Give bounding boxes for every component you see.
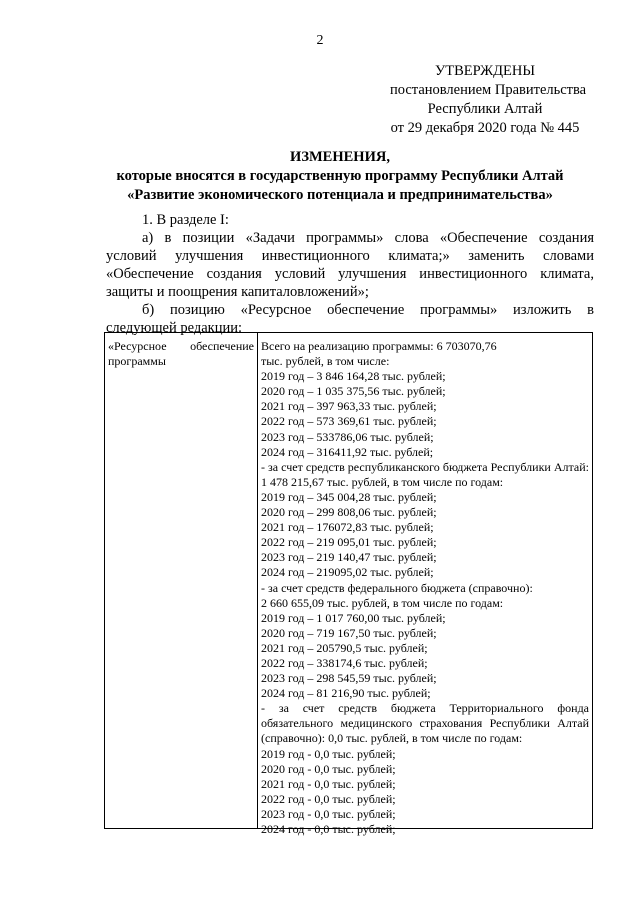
table-line: 2023 год – 533786,06 тыс. рублей; <box>261 429 434 444</box>
table-line: 2021 год - 0,0 тыс. рублей; <box>261 776 396 791</box>
table-line: 2023 год - 0,0 тыс. рублей; <box>261 806 396 821</box>
table-line: 2020 год – 299 808,06 тыс. рублей; <box>261 505 437 520</box>
table-line: 2019 год – 3 846 164,28 тыс. рублей; <box>261 369 446 384</box>
table-line: 2023 год – 298 545,59 тыс. рублей; <box>261 671 437 686</box>
body-text <box>106 211 594 337</box>
table-line: тыс. рублей, в том числе: <box>261 354 390 369</box>
approval-line-3: Республики Алтай <box>427 101 543 117</box>
table-line: 2021 год – 205790,5 тыс. рублей; <box>261 640 428 655</box>
table-line: 2021 год – 176072,83 тыс. рублей; <box>261 520 434 535</box>
table-line: - за счет средств федерального бюджета (справочно): <box>261 580 533 595</box>
approval-stamp <box>390 62 587 138</box>
table-line: 2022 год – 573 369,61 тыс. рублей; <box>261 414 437 429</box>
table-line: 2020 год – 1 035 375,56 тыс. рублей; <box>261 384 446 399</box>
table-line: 2024 год - 0,0 тыс. рублей; <box>261 822 396 836</box>
approval-line-1: УТВЕРЖДЕНЫ <box>434 63 536 79</box>
table-line: - за счет средств республиканского бюджета Республики Алтай: 1 478 215,67 тыс. рублей, в том числе по годам: <box>261 459 589 489</box>
table-line: 2022 год - 0,0 тыс. рублей; <box>261 791 396 806</box>
table-right-cell <box>261 339 589 837</box>
table-line: 2024 год – 316411,92 тыс. рублей; <box>261 444 434 459</box>
table-line: 2019 год – 1 017 760,00 тыс. рублей; <box>261 610 446 625</box>
paragraph-item-a: а) в позиции «Задачи программы» слова «Обеспечение создания условий улучшения инвестиционного климата;» заменить словами «Обеспечение создания условий улучшения инвестиционного климата, защиты и поощрения капиталовложений»; <box>106 230 594 300</box>
table-line: 2022 год – 219 095,01 тыс. рублей; <box>261 535 437 550</box>
table-line: 2024 год – 219095,02 тыс. рублей; <box>261 565 434 580</box>
table-line: - за счет средств бюджета Территориального фонда обязательного медицинского страхования Республики Алтай (справочно): 0,0 тыс. рублей, в том числе по годам: <box>261 701 589 746</box>
table-line: 2021 год – 397 963,33 тыс. рублей; <box>261 399 437 414</box>
approval-line-2: постановлением Правительства <box>390 82 587 98</box>
table-line: 2020 год – 719 167,50 тыс. рублей; <box>261 625 437 640</box>
approval-line-4: от 29 декабря 2020 года № 445 <box>390 120 580 136</box>
section-title: 1. В разделе I: <box>142 212 229 228</box>
resource-table <box>104 332 593 836</box>
heading-line-3: «Развитие экономического потенциала и предпринимательства» <box>127 187 553 203</box>
table-line: 2019 год – 345 004,28 тыс. рублей; <box>261 489 437 504</box>
table-line: 2023 год – 219 140,47 тыс. рублей; <box>261 550 437 565</box>
table-line: 2024 год – 81 216,90 тыс. рублей; <box>261 686 431 701</box>
table-column-divider <box>257 333 258 828</box>
table-line: Всего на реализацию программы: 6 703070,76 <box>261 339 497 353</box>
table-line: 2020 год - 0,0 тыс. рублей; <box>261 761 396 776</box>
document-heading <box>80 148 600 205</box>
table-line: 2022 год – 338174,6 тыс. рублей; <box>261 655 428 670</box>
table-left-cell: «Ресурсное обеспечение программы <box>108 339 254 368</box>
paragraph-item-b: б) позицию «Ресурсное обеспечение программы» изложить в следующей редакции: <box>106 302 594 336</box>
table-line: 2 660 655,09 тыс. рублей, в том числе по годам: <box>261 595 504 610</box>
table-line: 2019 год - 0,0 тыс. рублей; <box>261 746 396 761</box>
page-number: 2 <box>316 33 324 48</box>
heading-title: ИЗМЕНЕНИЯ, <box>290 149 390 165</box>
heading-line-2: которые вносятся в государственную программу Республики Алтай <box>116 168 564 184</box>
